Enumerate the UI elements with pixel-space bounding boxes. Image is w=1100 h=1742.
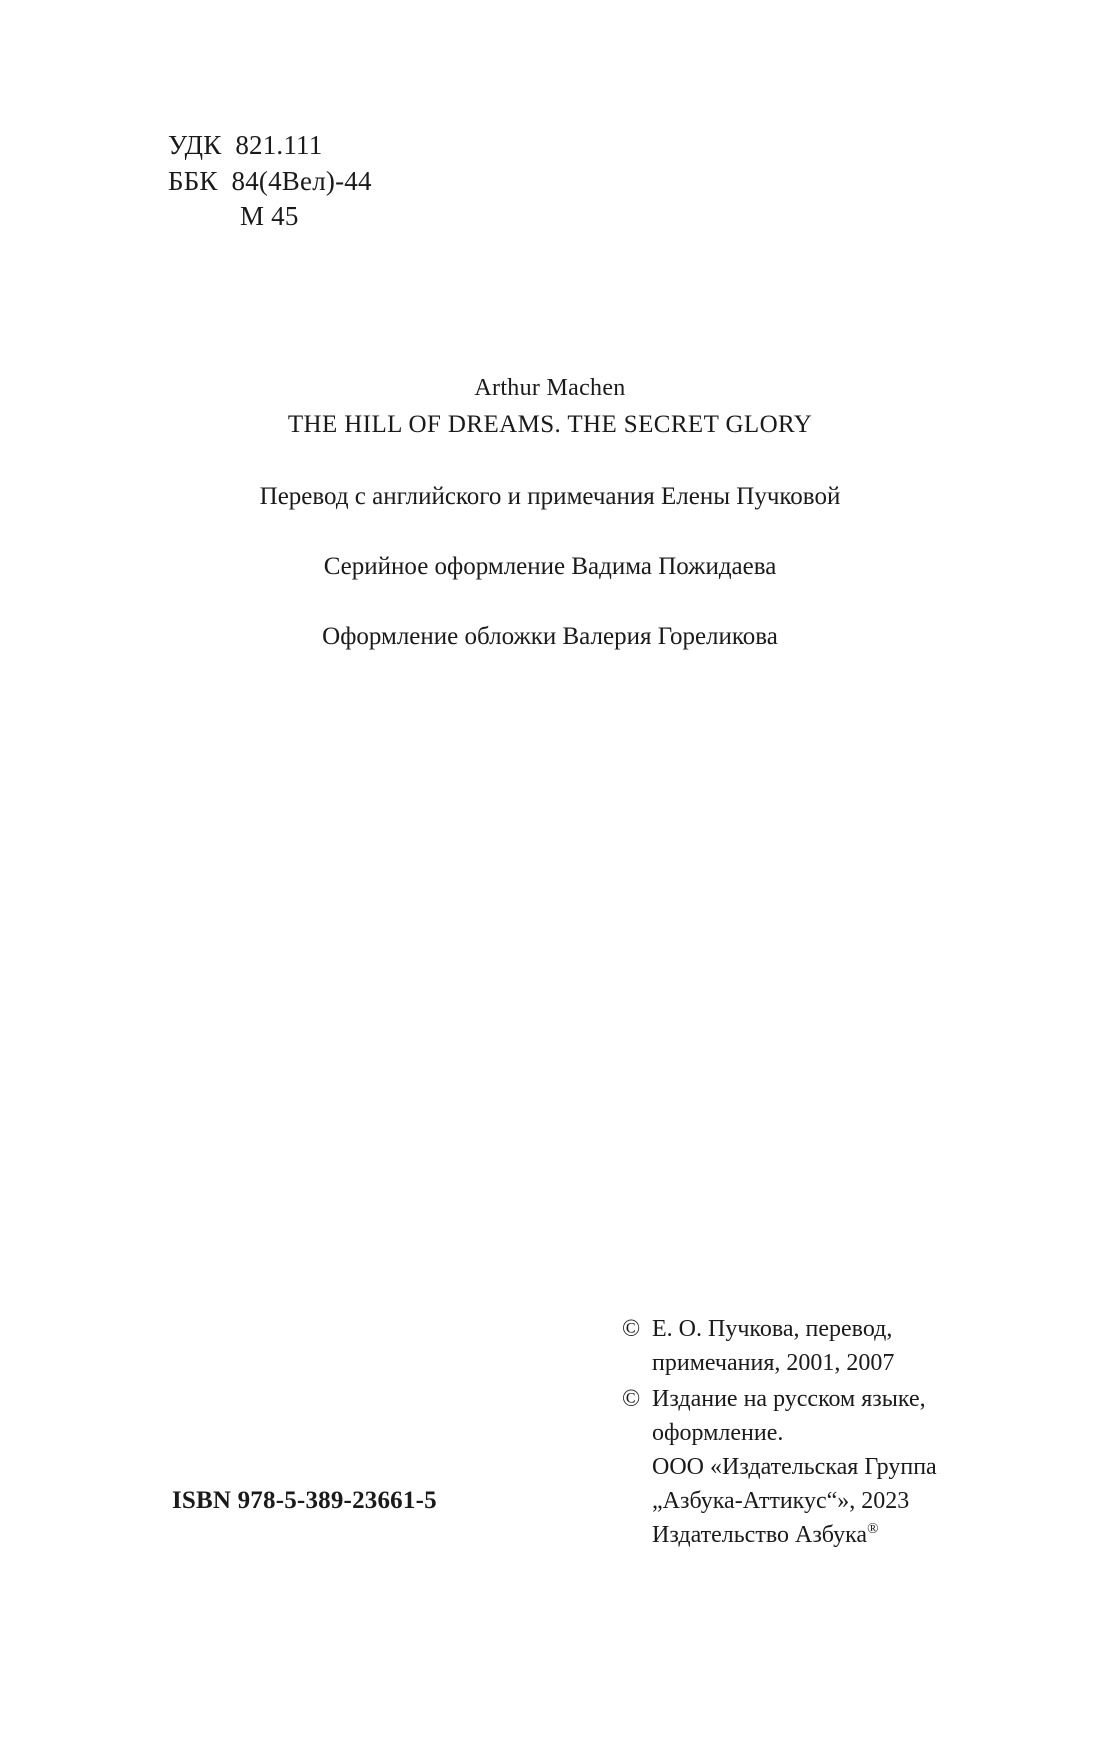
cover-design-credit: Оформление обложки Валерия Гореликова — [322, 622, 778, 650]
work-title: THE HILL OF DREAMS. THE SECRET GLORY — [287, 411, 813, 439]
series-design-credit: Серийное оформление Вадима Пожидаева — [323, 552, 777, 580]
registered-trademark-icon: ® — [867, 1521, 879, 1538]
bbk-code: ББК 84(4Вел)-44 — [168, 165, 372, 196]
copyright-icon: © — [622, 1316, 641, 1342]
copyright-line: „Азбука-Аттикус“», 2023 — [652, 1488, 910, 1515]
copyright-line: примечания, 2001, 2007 — [652, 1350, 895, 1377]
copyright-entry — [622, 1382, 1002, 1552]
copyright-entry — [622, 1312, 1002, 1380]
isbn-code: ISBN 978-5-389-23661-5 — [172, 1487, 437, 1514]
author-name: Arthur Machen — [474, 375, 626, 401]
copyright-entry-text — [652, 1312, 1002, 1380]
copyright-entry-text — [652, 1382, 1002, 1552]
copyright-line: ООО «Издательская Группа — [652, 1454, 937, 1481]
credits-block — [0, 372, 1100, 653]
publisher-name: Издательство Азбука — [652, 1522, 868, 1549]
copyright-block — [622, 1312, 1002, 1555]
catalog-code: М 45 — [240, 201, 299, 232]
copyright-line: оформление. — [652, 1420, 784, 1447]
classification-block — [168, 128, 372, 235]
copyright-line: Е. О. Пучкова, перевод, — [652, 1316, 893, 1342]
copyright-line: Издание на русском языке, — [652, 1386, 926, 1413]
copyright-icon: © — [622, 1386, 641, 1413]
translator-credit: Перевод с английского и примечания Елены Пучковой — [259, 483, 841, 511]
udk-code: УДК 821.111 — [168, 130, 323, 160]
